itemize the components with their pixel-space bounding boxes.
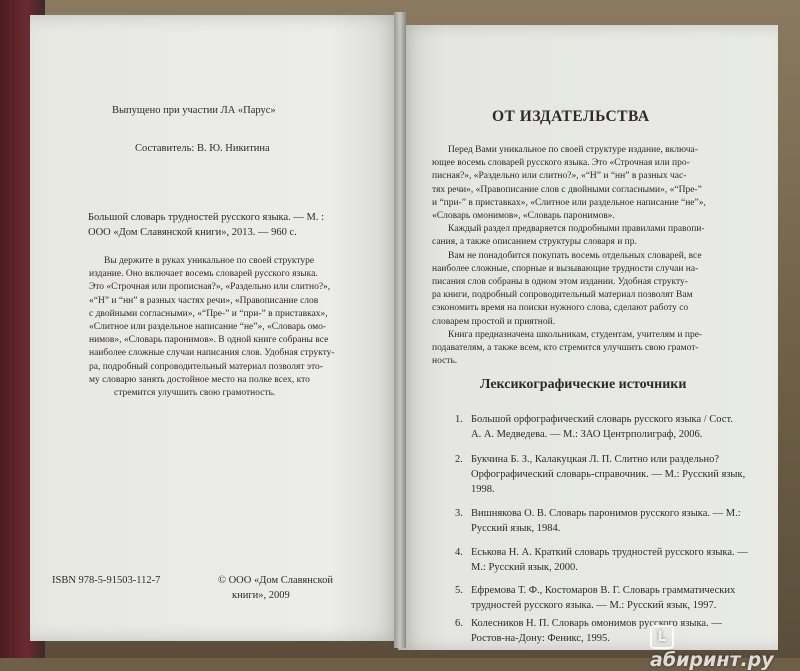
source-number: 6.	[455, 618, 463, 629]
compiler-line: Составитель: В. Ю. Никитина	[135, 143, 270, 154]
annotation-line: му словарю занять достойное место на полке всех, кто	[89, 374, 310, 385]
intro-line: ющее восемь словарей русского языка. Это «Строчная или про-	[432, 158, 690, 169]
isbn: ISBN 978-5-91503-112-7	[52, 575, 161, 586]
source-number: 1.	[455, 414, 463, 425]
site-watermark	[650, 624, 800, 671]
intro-line: «Словарь омонимов», «Словарь паронимов».	[432, 211, 615, 222]
source-line: трудностей русского языка. — М.: Русский язык, 1997.	[471, 600, 717, 611]
copyright-line: © ООО «Дом Славянской	[218, 575, 333, 586]
intro-line: словарем простой и приятной.	[432, 316, 556, 327]
intro-line: наиболее сложные, спорные и вызывающие трудности случаи на-	[432, 263, 699, 274]
source-line: М.: Русский язык, 2000.	[471, 562, 578, 573]
intro-line: писная?», «Раздельно или слитно?», «“Н” и “нн” в разных час-	[432, 171, 687, 182]
source-line: Ростов-на-Дону: Феникс, 1995.	[471, 633, 610, 644]
source-line: 1998.	[471, 484, 495, 495]
catalog-line: Большой словарь трудностей русского языка. — М. :	[88, 212, 325, 223]
intro-line: ра книги, подробный сопроводительный материал позволят Вам	[432, 290, 693, 301]
annotation-line: издание. Оно включает восемь словарей русского языка.	[89, 269, 318, 280]
page-heading: ОТ ИЗДАТЕЛЬСТВА	[492, 108, 650, 125]
source-number: 2.	[455, 454, 463, 465]
intro-line: подавателям, а также всем, кто стремится улучшить свою грамот-	[432, 343, 699, 354]
annotation-line: Вы держите в руках уникальное по своей структуре	[104, 256, 315, 266]
catalog-line: ООО «Дом Славянской книги», 2013. — 960 с.	[88, 227, 297, 238]
book-gutter	[394, 12, 406, 648]
annotation-paragraph	[66, 255, 335, 400]
copyright-line: книги», 2009	[232, 590, 290, 601]
annotation-line: Это «Строчная или прописная?», «Раздельно или слитно?»,	[89, 282, 331, 293]
source-line: Большой орфографический словарь русского языка / Сост.	[471, 414, 733, 425]
intro-line: сэкономить время на поиски нужного слова, сделают работу со	[432, 303, 689, 314]
annotation-line: ра, подробный сопроводительный материал позволят это-	[89, 361, 323, 372]
source-line: Орфографический словарь-справочник. — М.: Русский язык,	[471, 469, 746, 480]
source-line: А. А. Медведева. — М.: ЗАО Центрполиграф, 2006.	[471, 429, 703, 440]
annotation-line: с двойными согласными», «“Пре-” и “при-” в приставках»,	[89, 308, 328, 319]
source-line: Вишнякова О. В. Словарь паронимов русского языка. — М.:	[471, 508, 741, 519]
source-number: 3.	[455, 508, 463, 519]
annotation-line: нимов», «Словарь паронимов». В одной книге собраны все	[89, 335, 329, 346]
intro-line: Каждый раздел предваряется подробными правилами правопи-	[448, 224, 705, 235]
annotation-line: наиболее сложные случаи написания слов. Удобная структу-	[89, 348, 335, 359]
imprint-line: Выпущено при участии ЛА «Парус»	[112, 105, 276, 116]
intro-line: писания слов собраны в одном этом издании. Удобная структу-	[432, 277, 688, 288]
sources-heading: Лексикографические источники	[480, 377, 687, 392]
annotation-line: стремится улучшить свою грамотность.	[114, 388, 276, 399]
watermark-logo-icon: L	[650, 625, 674, 649]
source-number: 5.	[455, 585, 463, 596]
copyright	[218, 573, 333, 603]
annotation-line: «“Н” и “нн” в разных частях речи», «Правописание слов	[89, 295, 319, 306]
intro-line: Перед Вами уникальное по своей структуре издание, включа-	[448, 145, 698, 155]
publisher-intro	[432, 144, 706, 368]
intro-line: сания, а также описанием структуры словаря и пр.	[432, 237, 637, 248]
intro-line: тях речи», «Правописание слов с двойными согласными», «“Пре-”	[432, 184, 702, 195]
source-line: Русский язык, 1984.	[471, 523, 561, 534]
watermark-text: абиринт.ру	[650, 649, 774, 671]
source-line: Букчина Б. З., Калакуцкая Л. П. Слитно или раздельно?	[471, 454, 720, 465]
source-number: 4.	[455, 547, 463, 558]
intro-line: и “при-” в приставках», «Слитное или раздельное написание “не”»,	[432, 197, 706, 208]
source-line: Ефремова Т. Ф., Костомаров В. Г. Словарь грамматических	[471, 585, 736, 596]
intro-line: Вам не понадобится покупать восемь отдельных словарей, все	[448, 250, 702, 261]
catalog-entry	[88, 210, 324, 240]
intro-line: Книга предназначена школьникам, студентам, учителям и пре-	[448, 329, 703, 340]
source-line: Еськова Н. А. Краткий словарь трудностей русского языка. —	[471, 547, 748, 558]
intro-line: ность.	[432, 356, 458, 367]
source-line: Колесников Н. П. Словарь омонимов русского языка. —	[471, 618, 722, 629]
annotation-line: «Слитное или раздельное написание “не”», «Словарь омо-	[89, 322, 327, 333]
